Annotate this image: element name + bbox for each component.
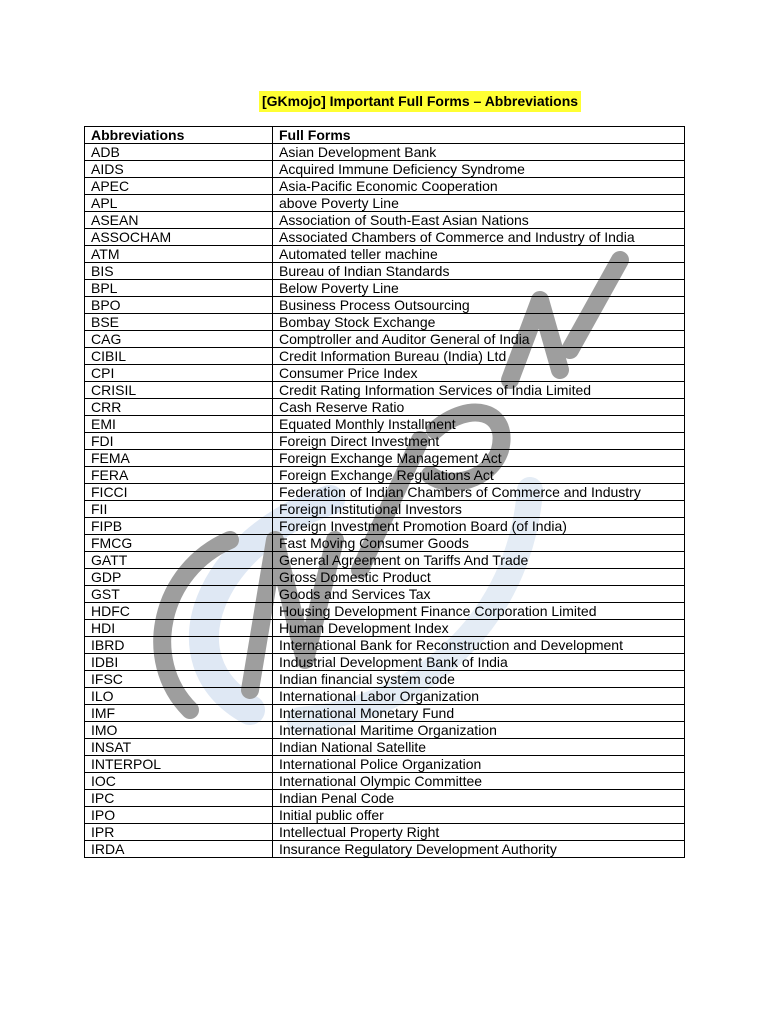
table-row (85, 501, 685, 518)
full-form-cell: International Police Organization (273, 756, 685, 773)
document-title: [GKmojo] Important Full Forms – Abbreviations (259, 91, 581, 112)
full-form-cell: Goods and Services Tax (273, 586, 685, 603)
full-form-cell: Business Process Outsourcing (273, 297, 685, 314)
abbreviation-cell: FDI (85, 433, 273, 450)
table-row (85, 297, 685, 314)
full-form-cell: Industrial Development Bank of India (273, 654, 685, 671)
table-row (85, 773, 685, 790)
full-form-cell: Associated Chambers of Commerce and Industry of India (273, 229, 685, 246)
table-row (85, 654, 685, 671)
full-form-cell: International Labor Organization (273, 688, 685, 705)
abbreviations-table (84, 126, 685, 858)
table-row (85, 688, 685, 705)
abbreviation-cell: HDFC (85, 603, 273, 620)
table-row (85, 212, 685, 229)
abbreviation-cell: IMO (85, 722, 273, 739)
abbreviation-cell: CRISIL (85, 382, 273, 399)
abbreviation-cell: GST (85, 586, 273, 603)
table-row (85, 399, 685, 416)
full-form-cell: Acquired Immune Deficiency Syndrome (273, 161, 685, 178)
table-row (85, 671, 685, 688)
full-form-cell: Initial public offer (273, 807, 685, 824)
table-header-row (85, 127, 685, 144)
table-row (85, 382, 685, 399)
abbreviation-cell: EMI (85, 416, 273, 433)
abbreviation-cell: ASEAN (85, 212, 273, 229)
full-form-cell: Bureau of Indian Standards (273, 263, 685, 280)
abbreviation-cell: IBRD (85, 637, 273, 654)
table-row (85, 807, 685, 824)
full-form-cell: International Maritime Organization (273, 722, 685, 739)
abbreviation-cell: BPO (85, 297, 273, 314)
table-row (85, 790, 685, 807)
table-row (85, 246, 685, 263)
abbreviation-cell: INSAT (85, 739, 273, 756)
table-row (85, 195, 685, 212)
full-form-cell: Association of South-East Asian Nations (273, 212, 685, 229)
full-form-cell: Foreign Investment Promotion Board (of India) (273, 518, 685, 535)
abbreviation-cell: ILO (85, 688, 273, 705)
table-row (85, 620, 685, 637)
full-form-cell: Credit Information Bureau (India) Ltd (273, 348, 685, 365)
table-row (85, 739, 685, 756)
table-row (85, 467, 685, 484)
full-form-cell: Indian National Satellite (273, 739, 685, 756)
table-row (85, 178, 685, 195)
full-form-cell: Comptroller and Auditor General of India (273, 331, 685, 348)
table-row (85, 569, 685, 586)
table-body (85, 144, 685, 858)
abbreviation-cell: GATT (85, 552, 273, 569)
table-row (85, 433, 685, 450)
table-row (85, 484, 685, 501)
table-row (85, 705, 685, 722)
table-row (85, 841, 685, 858)
full-form-cell: Foreign Exchange Management Act (273, 450, 685, 467)
abbreviation-cell: HDI (85, 620, 273, 637)
full-form-cell: Automated teller machine (273, 246, 685, 263)
full-form-cell: Credit Rating Information Services of India Limited (273, 382, 685, 399)
abbreviation-cell: IPC (85, 790, 273, 807)
table-row (85, 144, 685, 161)
full-form-cell: Asia-Pacific Economic Cooperation (273, 178, 685, 195)
abbreviation-cell: GDP (85, 569, 273, 586)
abbreviation-cell: INTERPOL (85, 756, 273, 773)
full-form-cell: Fast Moving Consumer Goods (273, 535, 685, 552)
table-row (85, 365, 685, 382)
full-form-cell: International Bank for Reconstruction and Development (273, 637, 685, 654)
abbreviation-cell: CAG (85, 331, 273, 348)
abbreviation-cell: CIBIL (85, 348, 273, 365)
full-form-cell: Equated Monthly Installment (273, 416, 685, 433)
abbreviation-cell: IPO (85, 807, 273, 824)
full-form-cell: Federation of Indian Chambers of Commerce and Industry (273, 484, 685, 501)
abbreviation-cell: APL (85, 195, 273, 212)
abbreviation-cell: FERA (85, 467, 273, 484)
full-form-cell: Human Development Index (273, 620, 685, 637)
full-form-cell: General Agreement on Tariffs And Trade (273, 552, 685, 569)
abbreviation-cell: FICCI (85, 484, 273, 501)
abbreviation-cell: IMF (85, 705, 273, 722)
abbreviation-cell: IFSC (85, 671, 273, 688)
full-form-cell: Housing Development Finance Corporation Limited (273, 603, 685, 620)
full-form-cell: Below Poverty Line (273, 280, 685, 297)
table-row (85, 331, 685, 348)
abbreviation-cell: IRDA (85, 841, 273, 858)
table-row (85, 450, 685, 467)
table-row (85, 280, 685, 297)
full-form-cell: Consumer Price Index (273, 365, 685, 382)
abbreviation-cell: ASSOCHAM (85, 229, 273, 246)
table-row (85, 603, 685, 620)
table-row (85, 263, 685, 280)
table-row (85, 314, 685, 331)
abbreviation-cell: BIS (85, 263, 273, 280)
full-form-cell: International Olympic Committee (273, 773, 685, 790)
table-row (85, 824, 685, 841)
table-row (85, 552, 685, 569)
table-row (85, 518, 685, 535)
table-row (85, 535, 685, 552)
table-row (85, 722, 685, 739)
full-form-cell: above Poverty Line (273, 195, 685, 212)
abbreviation-cell: FEMA (85, 450, 273, 467)
header-full-forms: Full Forms (273, 127, 685, 144)
table-row (85, 586, 685, 603)
full-form-cell: Bombay Stock Exchange (273, 314, 685, 331)
full-form-cell: Asian Development Bank (273, 144, 685, 161)
full-form-cell: Gross Domestic Product (273, 569, 685, 586)
full-form-cell: Foreign Direct Investment (273, 433, 685, 450)
abbreviation-cell: APEC (85, 178, 273, 195)
table-row (85, 229, 685, 246)
abbreviation-cell: CRR (85, 399, 273, 416)
abbreviation-cell: BSE (85, 314, 273, 331)
table-row (85, 637, 685, 654)
full-form-cell: Insurance Regulatory Development Authority (273, 841, 685, 858)
table-row (85, 416, 685, 433)
full-form-cell: International Monetary Fund (273, 705, 685, 722)
abbreviation-cell: FII (85, 501, 273, 518)
abbreviation-cell: CPI (85, 365, 273, 382)
abbreviation-cell: ATM (85, 246, 273, 263)
table-row (85, 756, 685, 773)
full-form-cell: Intellectual Property Right (273, 824, 685, 841)
full-form-cell: Foreign Exchange Regulations Act (273, 467, 685, 484)
abbreviation-cell: IDBI (85, 654, 273, 671)
abbreviation-cell: FIPB (85, 518, 273, 535)
abbreviation-cell: ADB (85, 144, 273, 161)
header-abbreviations: Abbreviations (85, 127, 273, 144)
abbreviation-cell: FMCG (85, 535, 273, 552)
table-row (85, 161, 685, 178)
abbreviation-cell: AIDS (85, 161, 273, 178)
full-form-cell: Foreign Institutional Investors (273, 501, 685, 518)
full-form-cell: Indian Penal Code (273, 790, 685, 807)
table-row (85, 348, 685, 365)
full-form-cell: Cash Reserve Ratio (273, 399, 685, 416)
abbreviation-cell: IPR (85, 824, 273, 841)
full-form-cell: Indian financial system code (273, 671, 685, 688)
abbreviation-cell: IOC (85, 773, 273, 790)
abbreviation-cell: BPL (85, 280, 273, 297)
